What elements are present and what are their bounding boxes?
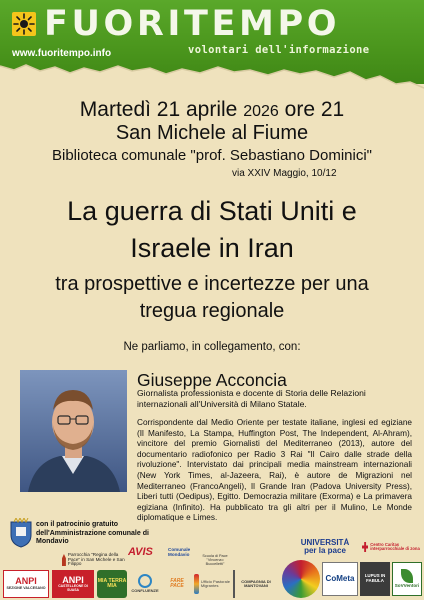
speaker-role: Giornalista professionista e docente di Storia delle Relazioni internazionali all'Università di Milano Statale.: [137, 388, 366, 409]
confluenze-logo: [130, 570, 160, 598]
patronage-note: con il patrocinio gratuito dell'Amministrazione comunale di Mondavio: [36, 521, 149, 546]
parrocchia-logo: [62, 552, 128, 568]
event-time: ore 21: [284, 98, 345, 121]
parrocchia-label: Parrocchia "Regina della Pace" in San Michele e San Filippo: [67, 552, 125, 567]
talk-subtitle-line2: tregua regionale: [139, 300, 285, 322]
migrantes-icon: [194, 574, 199, 594]
caritas-label: Centro Caritas interparrocchiale di zona: [370, 541, 420, 551]
talk-title-line2: Israele in Iran: [130, 233, 294, 263]
speaker-bio: Corrispondente dal Medio Oriente per testate italiane, inglesi ed egiziane (Il Manifesto, La Stampa, Huffington Post, The Independent, Al-Ahram), vincitore del premio Giornalisti del Mediterraneo (2013), autore del documentario radiofonico per Radio 3 Rai "Il Cairo dalle strade della rivoluzione". Intervistato dai principali media mainstream internazionali (New York Times, al-Jazeera, Rai), è autore de Migrazioni nel Mediterraneo (FrancoAngeli), Il Grande Iran (Padova University Press), Liberi tutti (Oedipus), Egitto. Democrazia militare (Exorma) e La primavera egiziana (Infinito). Ha pubblicato tra gli altri per il Mulino, Le Monde diplomatique e Limes.: [137, 418, 412, 523]
fare-pace-label: FARE PACE: [170, 577, 184, 589]
fuoritempo-logo-icon: [12, 12, 36, 36]
anpi-valcesano-label: ANPI: [15, 576, 37, 587]
cometa-logo: [322, 562, 358, 596]
brand-title: FUORITEMPO: [44, 4, 341, 44]
lupus-in-fabula-label: LUPUS IN FABULA: [364, 573, 386, 583]
confluenze-icon: [138, 574, 152, 588]
avis-sub-logo: [168, 545, 198, 561]
sovventori-label: SoVVentori: [394, 583, 420, 589]
migrantes-label: Ufficio Pastorale Migrantes: [200, 578, 230, 588]
lupus-in-fabula-logo: [360, 562, 390, 596]
event-address: via XXIV Maggio, 10/12: [232, 168, 337, 179]
compagnia-mantovani-logo: [233, 570, 277, 598]
anpi-valcesano-logo: [3, 570, 49, 598]
brand-tagline: volontari dell'informazione: [188, 44, 370, 56]
anpi-valcesano-sub: SEZIONE VALCESANO: [6, 585, 46, 590]
avis-logo: [128, 546, 170, 560]
church-icon: [62, 554, 66, 566]
avis-label: AVIS: [128, 546, 153, 559]
speaker-photo: [20, 370, 127, 492]
migrantes-logo: [194, 570, 230, 598]
site-url-link[interactable]: www.fuoritempo.info: [12, 48, 112, 59]
anpi-castelleone-logo: [52, 570, 94, 598]
scuola-pace-logo: [198, 552, 232, 568]
cometa-label: CoMeta: [325, 573, 355, 583]
event-year: 2026: [243, 103, 279, 120]
fare-pace-logo: [163, 570, 191, 598]
mondavio-crest-icon: [8, 518, 34, 548]
confluenze-label: CONFLUENZE: [131, 588, 159, 594]
caritas-logo: [362, 538, 420, 556]
anpi-castelleone-label: ANPI: [62, 574, 84, 585]
sovventori-logo: [392, 562, 422, 596]
anpi-castelleone-sub: CASTELLEONE DI SUASA: [58, 584, 88, 592]
talk-title-line1: La guerra di Stati Uniti e: [67, 196, 357, 226]
universita-pace-label: UNIVERSITÀ per la pace: [300, 538, 350, 555]
event-date-main: Martedì 21 aprile: [79, 98, 238, 121]
event-venue: Biblioteca comunale "prof. Sebastiano Dominici": [52, 147, 372, 164]
mia-terra-mia-label: MIA TERRA MIA: [97, 577, 127, 589]
talk-subtitle-line1: tra prospettive e incertezze per una: [55, 273, 369, 295]
event-town: San Michele al Fiume: [115, 122, 309, 144]
talk-intro: Ne parliamo, in collegamento, con:: [123, 341, 301, 353]
scuola-pace-label: Scuola di Pace "Vincenzo Buccelletti": [202, 554, 228, 566]
event-date: [0, 98, 424, 122]
universita-pace-logo: [294, 538, 356, 556]
mia-terra-mia-logo: [97, 570, 127, 598]
speaker-name: Giuseppe Acconcia: [137, 370, 287, 390]
compagnia-mantovani-label: COMPAGNIA DI MANTOVANI: [241, 578, 271, 588]
torn-paper-edge: [0, 58, 424, 98]
caritas-cross-icon: [362, 542, 368, 552]
rainbow-peace-logo: [282, 560, 320, 598]
avis-sub-label: Comunale Mondavio: [168, 547, 191, 557]
leaf-icon: [401, 569, 413, 583]
